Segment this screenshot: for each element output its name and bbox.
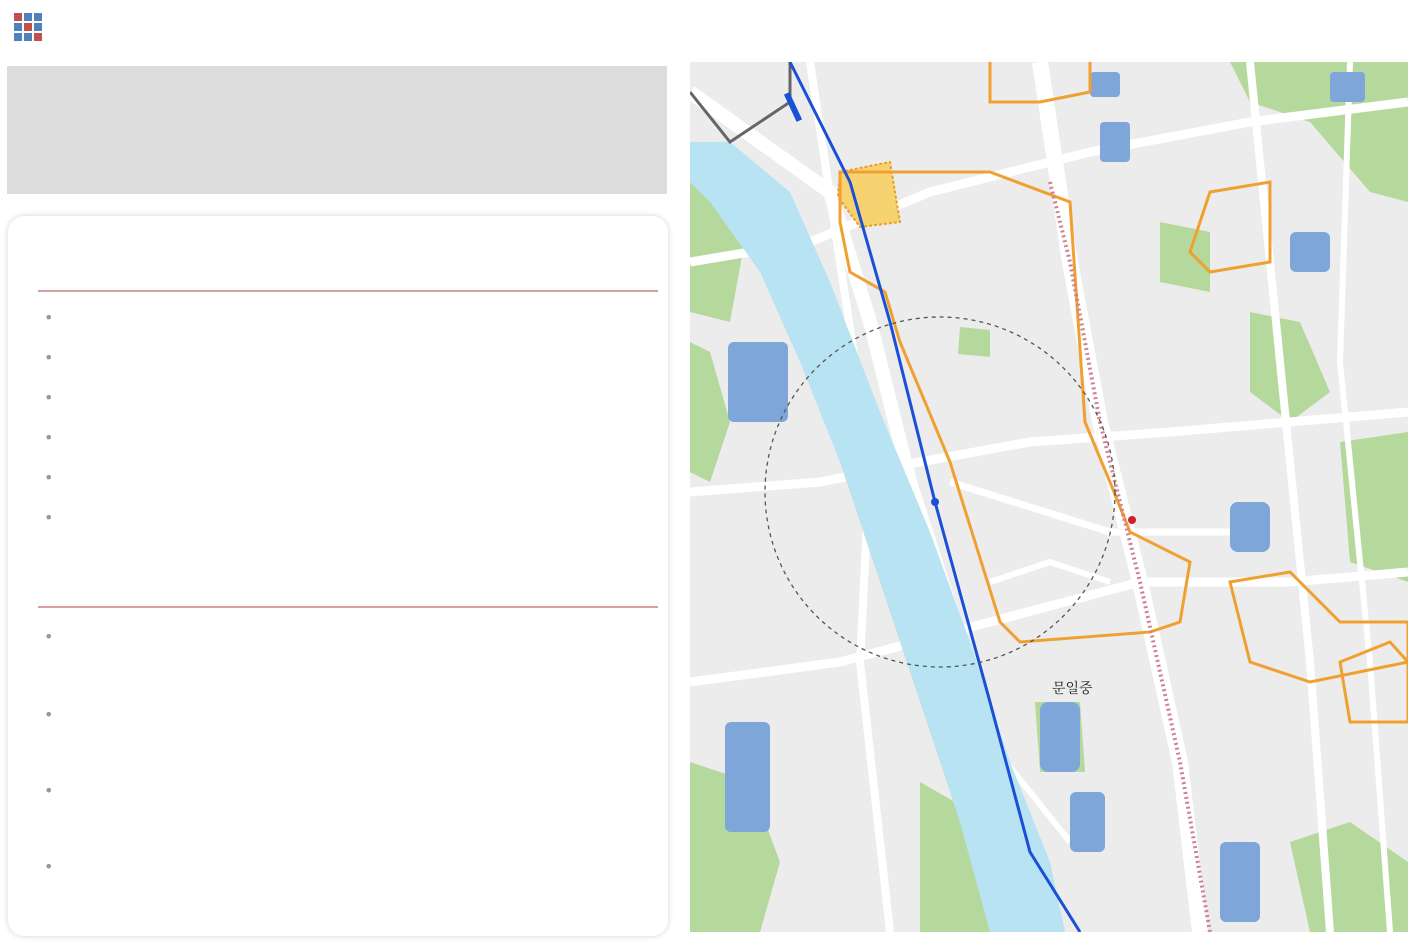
formation-divider [38, 290, 658, 292]
summary-box [7, 66, 667, 194]
map-canvas [690, 62, 1408, 932]
geumcheon-station-marker [931, 498, 939, 506]
green-areas [690, 62, 1408, 932]
siheung-crossroad-marker [1128, 516, 1136, 524]
grid-icon [14, 13, 44, 43]
status-divider [38, 606, 658, 608]
road-network [690, 62, 1408, 932]
area-map [690, 62, 1408, 932]
page-header [14, 6, 56, 50]
info-panel: • • • • • • • • • • [8, 216, 668, 936]
map-label-munil-jung: 문일중 [1052, 680, 1093, 696]
